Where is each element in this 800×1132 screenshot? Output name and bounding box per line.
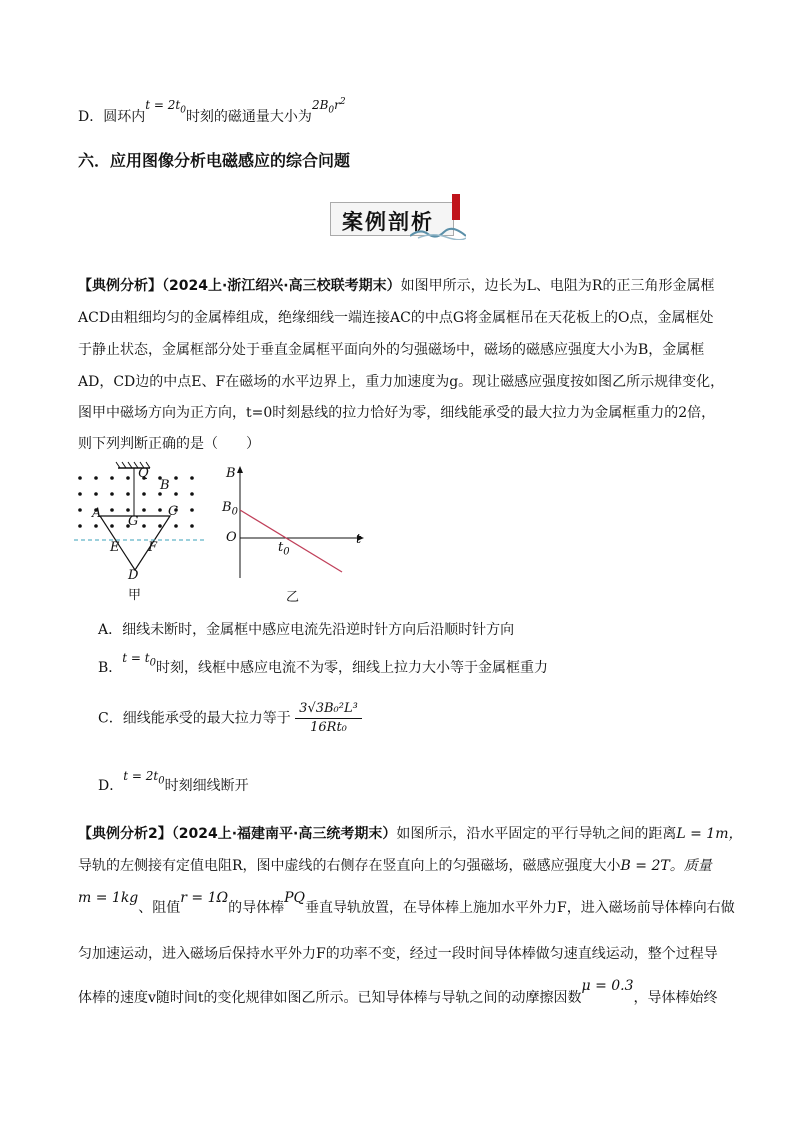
fig-jia-label-a: A — [92, 506, 102, 521]
ex2-line2: 导轨的左侧接有定值电阻R，图中虚线的右侧存在竖直向上的匀强磁场，磁感应强度大小B = 2T。质量 — [78, 858, 712, 874]
fig-yi-label-b0: $B_0$ — [222, 500, 238, 518]
ex1-option-b: B．$t = t_0$时刻，线框中感应电流不为零，细线上拉力大小等于金属框重力 — [98, 651, 548, 676]
field-dot — [94, 524, 98, 528]
fig-jia-caption: 甲 — [128, 588, 142, 603]
ex1-option-d: D．$t = 2t_0$时刻细线断开 — [98, 769, 249, 794]
fig-yi-label-t0: $t_0$ — [278, 540, 290, 558]
fig-jia-label-c: C — [168, 504, 178, 519]
field-dot — [78, 476, 82, 480]
field-dot — [190, 524, 194, 528]
field-dot — [190, 476, 194, 480]
ex2-line5: 体棒的速度v随时间t的变化规律如图乙所示。已知导体棒与导轨之间的动摩擦因数μ = 0.3，导体棒始终 — [78, 978, 718, 1006]
fig-jia-label-f: F — [148, 540, 158, 555]
ex1-line6: 则下列判断正确的是（ ） — [78, 436, 260, 452]
ex2-line3: m = 1kg、阻值r = 1Ω的导体棒PQ垂直导轨放置，在导体棒上施加水平外力F，进入磁场前导体棒向右做 — [78, 890, 735, 916]
section-title: 六．应用图像分析电磁感应的综合问题 — [78, 151, 351, 170]
ex1-tag: 【典例分析】 — [78, 278, 162, 294]
fig-jia-label-d: D — [128, 568, 139, 583]
fig-jia-label-g: G — [128, 514, 139, 529]
fig-yi-label-t-axis: t — [356, 532, 362, 547]
field-dot — [158, 524, 162, 528]
ex2-tag: 【典例分析2】 — [78, 826, 172, 842]
field-dot — [174, 492, 178, 496]
field-dot — [174, 476, 178, 480]
ex2-line4: 匀加速运动，进入磁场后保持水平外力F的功率不变，经过一段时间导体棒做匀速直线运动，整个过程导 — [78, 946, 718, 962]
field-dot — [190, 492, 194, 496]
field-dot — [110, 524, 114, 528]
ex1-line5: 图甲中磁场方向为正方向，t=0时刻悬线的拉力恰好为零，细线能承受的最大拉力为金属框重力的2倍， — [78, 405, 716, 421]
field-dot — [142, 524, 146, 528]
field-dot — [110, 476, 114, 480]
fig-yi-caption: 乙 — [286, 590, 300, 605]
figure-yi — [220, 464, 370, 584]
field-dot — [78, 524, 82, 528]
field-dot — [94, 476, 98, 480]
fig-jia-label-e: E — [110, 540, 120, 555]
ex1-line1: 【典例分析】（2024上·浙江绍兴·高三校联考期末）如图甲所示，边长为L、电阻为R的正三角形金属框 — [78, 278, 715, 294]
ex1-option-a: A．细线未断时，金属框中感应电流先沿逆时针方向后沿顺时针方向 — [98, 622, 515, 638]
ex1-option-c: C．细线能承受的最大拉力等于 $\frac{\text{3√3B₀²L³}}{\text{16Rt₀}}$ — [98, 700, 362, 737]
ex1-option-c-fraction: $\frac{\text{3√3B₀²L³}}{\text{16Rt₀}}$ — [295, 700, 362, 737]
field-dot — [158, 508, 162, 512]
field-dot — [78, 508, 82, 512]
banner-text: 案例剖析 — [342, 210, 434, 234]
case-analysis-banner — [330, 194, 466, 240]
ex1-line2: ACD由粗细均匀的金属棒组成，绝缘细线一端连接AC的中点G将金属框吊在天花板上的O点，金属框处 — [78, 310, 714, 326]
ex2-line1: 【典例分析2】（2024上·福建南平·高三统考期末）如图所示，沿水平固定的平行导轨之间的距离L = 1m， — [78, 826, 743, 842]
field-dot — [110, 492, 114, 496]
field-dot — [174, 524, 178, 528]
field-dot — [94, 492, 98, 496]
ex2-source: （2024上·福建南平·高三统考期末） — [171, 826, 397, 842]
prev-option-d: D．圆环内$t = 2t_0$时刻的磁通量大小为$2B_0r^2$ — [78, 97, 346, 125]
field-dot — [142, 492, 146, 496]
field-dot — [126, 508, 130, 512]
fig-yi-label-b-axis: B — [226, 466, 236, 481]
field-dot — [78, 492, 82, 496]
ex1-line4: AD，CD边的中点E、F在磁场的水平边界上，重力加速度为g。现让磁感应强度按如图乙所示规律变化， — [78, 374, 725, 390]
banner-red-accent — [452, 194, 460, 220]
field-dot — [126, 476, 130, 480]
field-dot — [142, 508, 146, 512]
ex1-line3: 于静止状态，金属框部分处于垂直金属框平面向外的匀强磁场中，磁场的磁感应强度大小为B，金属框 — [78, 342, 705, 358]
ex1-source: （2024上·浙江绍兴·高三校联考期末） — [162, 278, 401, 294]
field-dot — [126, 492, 130, 496]
fig-yi-label-o: O — [226, 530, 237, 545]
field-dot — [110, 508, 114, 512]
landscape-decoration-icon — [410, 224, 466, 240]
fig-jia-label-q: Q — [138, 466, 149, 481]
fig-jia-label-b: B — [160, 478, 170, 493]
field-dot — [190, 508, 194, 512]
